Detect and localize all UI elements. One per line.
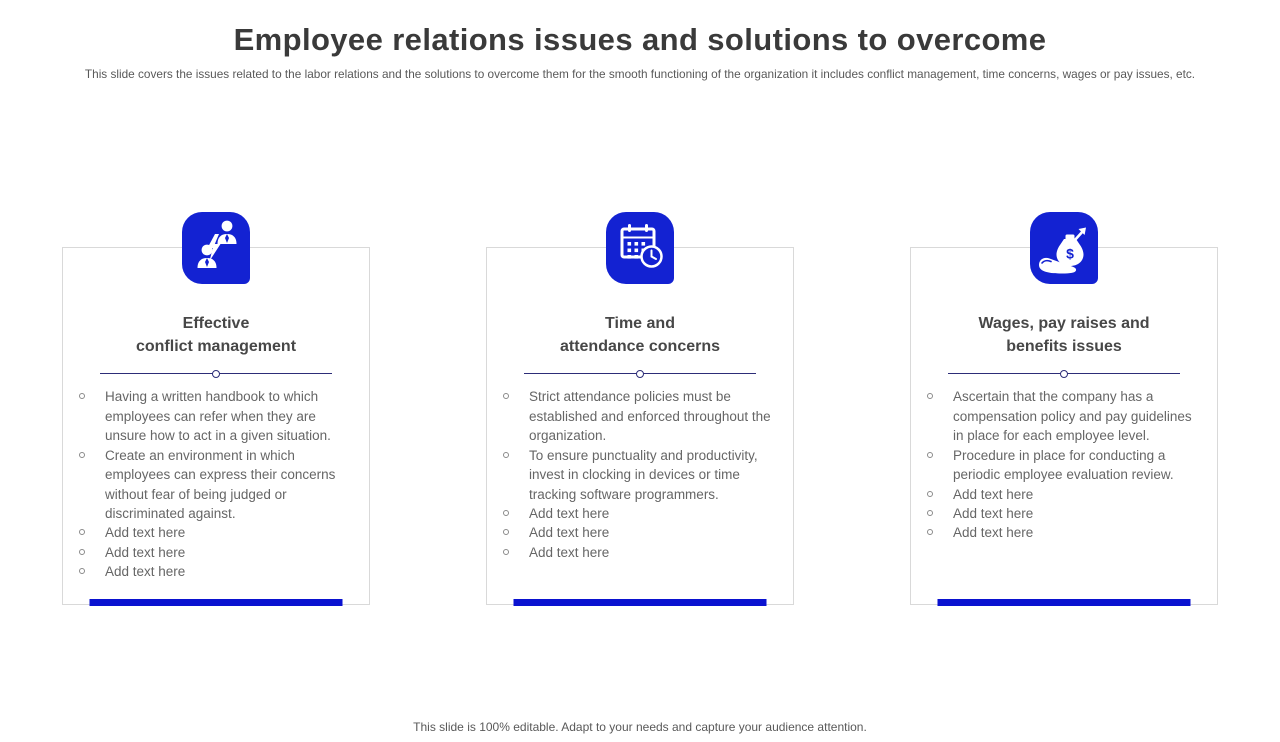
divider-with-dot	[524, 373, 756, 374]
bullet-item: Add text here	[925, 523, 1205, 542]
bullet-item: Strict attendance policies must be established and enforced throughout the organization.	[501, 387, 781, 445]
slide-subtitle: This slide covers the issues related to the labor relations and the solutions to overcome them for the smooth functioning of the organization it includes conflict management, time concerns, wages or pay issues, etc.	[84, 67, 1196, 81]
bullet-item: Add text here	[77, 523, 357, 542]
editable-note: This slide is 100% editable. Adapt to your needs and capture your audience attention.	[413, 720, 867, 734]
card-title-line1: Wages, pay raises and	[978, 315, 1150, 332]
accent-bar	[514, 599, 767, 606]
svg-text:$: $	[1066, 245, 1074, 262]
bullet-list	[923, 387, 1205, 543]
card-time-attendance	[486, 247, 794, 605]
bullet-list	[75, 387, 357, 581]
bullet-item: Add text here	[501, 543, 781, 562]
card-title	[75, 312, 357, 358]
card-title-line1: Time and	[605, 315, 675, 332]
divider-with-dot	[948, 373, 1180, 374]
card-conflict-management	[62, 247, 370, 605]
money-hand-icon	[1030, 212, 1098, 284]
conflict-people-icon	[182, 212, 250, 284]
bullet-item: To ensure punctuality and productivity, invest in clocking in devices or time tracking software programmers.	[501, 446, 781, 504]
bullet-item: Ascertain that the company has a compensation policy and pay guidelines in place for each employee level.	[925, 387, 1205, 445]
page-title: Employee relations issues and solutions to overcome	[233, 22, 1047, 57]
bullet-item: Having a written handbook to which employees can refer when they are unsure how to act in a given situation.	[77, 387, 357, 445]
accent-bar	[90, 599, 343, 606]
bullet-item: Add text here	[77, 543, 357, 562]
bullet-item: Procedure in place for conducting a periodic employee evaluation review.	[925, 446, 1205, 485]
card-title-line2: conflict management	[135, 338, 297, 356]
bullet-item: Create an environment in which employees can express their concerns without fear of being judged or discriminated against.	[77, 446, 357, 524]
calendar-clock-icon	[606, 212, 674, 284]
bullet-item: Add text here	[501, 504, 781, 523]
card-title	[923, 312, 1205, 358]
card-title	[499, 312, 781, 358]
bullet-item: Add text here	[501, 523, 781, 542]
bullet-item: Add text here	[925, 485, 1205, 504]
card-title-line2: attendance concerns	[559, 338, 721, 356]
bullet-list	[499, 387, 781, 562]
card-title-line2: benefits issues	[1006, 338, 1122, 356]
card-wages-benefits	[910, 247, 1218, 605]
bullet-item: Add text here	[77, 562, 357, 581]
card-title-line1: Effective	[182, 315, 250, 332]
divider-with-dot	[100, 373, 332, 374]
accent-bar	[938, 599, 1191, 606]
bullet-item: Add text here	[925, 504, 1205, 523]
